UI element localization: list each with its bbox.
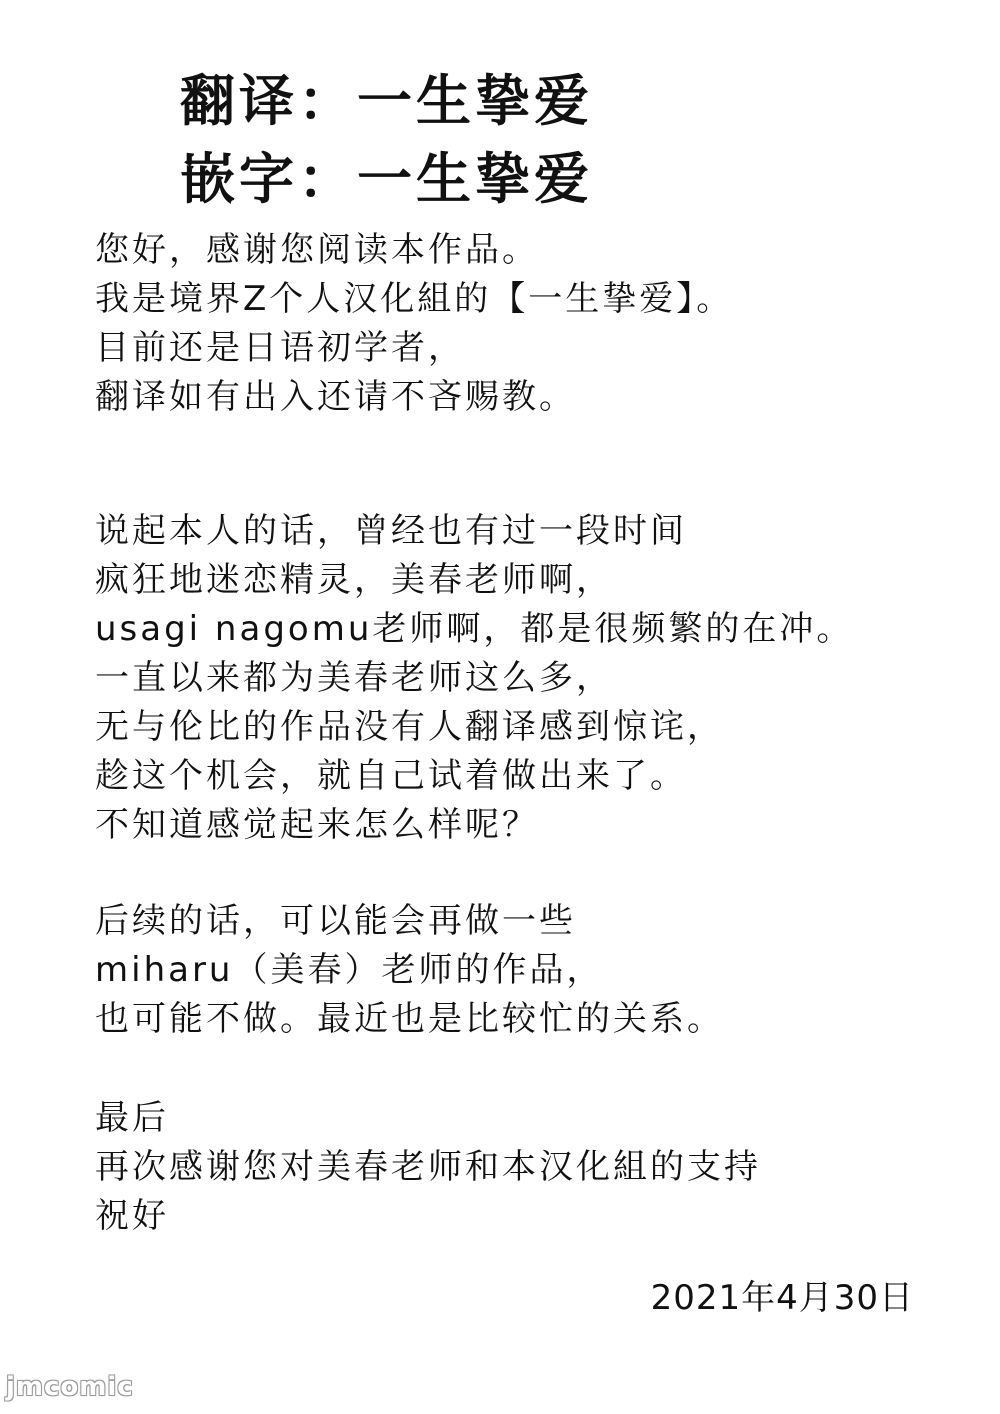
future-plans-paragraph	[95, 897, 724, 1044]
credits-block	[180, 62, 593, 218]
text-line: 后续的话，可以能会再做一些	[95, 901, 576, 941]
text-line: 翻译如有出入还请不吝赐教。	[95, 377, 576, 417]
text-line: 说起本人的话，曾经也有过一段时间	[95, 511, 687, 551]
closing-paragraph	[95, 1094, 761, 1241]
text-line: 也可能不做。最近也是比较忙的关系。	[95, 999, 724, 1039]
text-line: 不知道感觉起来怎么样呢？	[95, 805, 539, 845]
text-line: 一直以来都为美春老师这么多，	[95, 658, 613, 698]
text-line: miharu（美春）老师的作品，	[95, 950, 604, 990]
text-line: 疯狂地迷恋精灵，美春老师啊，	[95, 560, 613, 600]
text-line: 祝好	[95, 1196, 169, 1236]
date-signature: 2021年4月30日	[650, 1278, 914, 1318]
text-line: 我是境界Z个人汉化組的【一生挚爱】。	[95, 279, 734, 319]
greeting-paragraph	[95, 226, 733, 422]
text-line: 最后	[95, 1098, 169, 1138]
text-line: 再次感谢您对美春老师和本汉化組的支持	[95, 1147, 761, 1187]
text-line: 无与伦比的作品没有人翻译感到惊诧，	[95, 707, 724, 747]
translation-credit: 翻译：一生挚爱	[180, 69, 594, 133]
text-line: 趁这个机会，就自己试着做出来了。	[95, 756, 687, 796]
typesetting-credit: 嵌字：一生挚爱	[180, 147, 594, 211]
text-line: usagi nagomu老师啊，都是很频繁的在冲。	[95, 609, 854, 649]
story-paragraph	[95, 507, 853, 850]
text-line: 您好，感谢您阅读本作品。	[95, 230, 539, 270]
watermark-logo: jmcomic	[6, 1372, 134, 1402]
text-line: 目前还是日语初学者，	[95, 328, 465, 368]
